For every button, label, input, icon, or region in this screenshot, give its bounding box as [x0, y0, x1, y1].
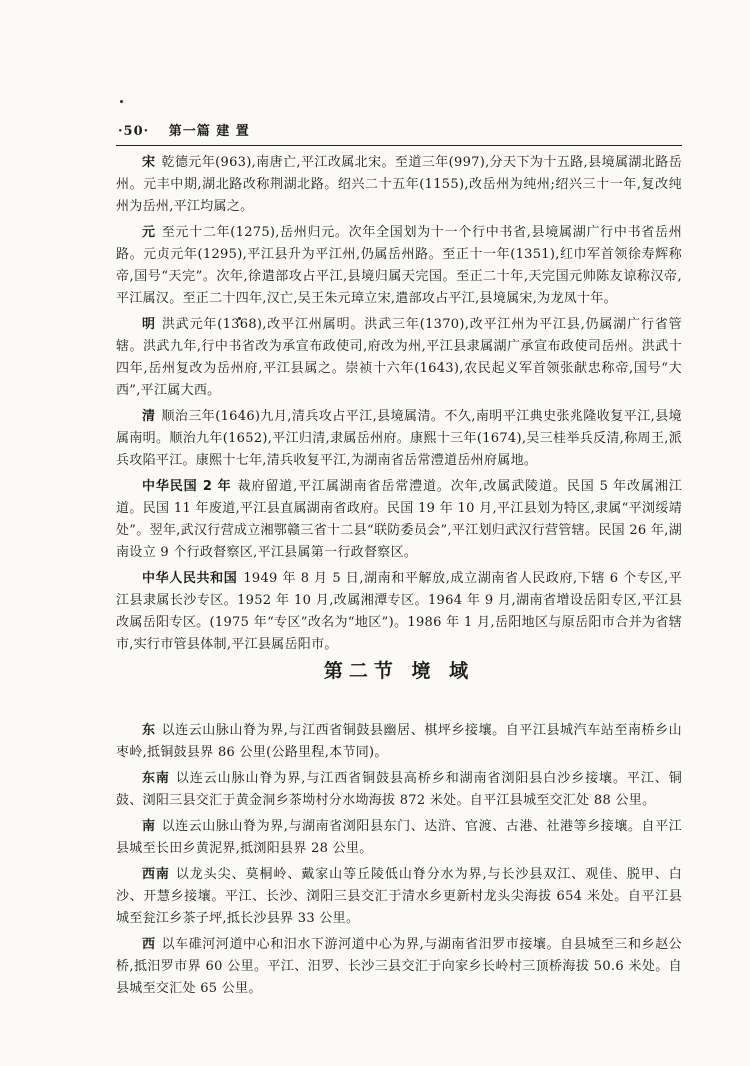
header-rule: [116, 145, 682, 146]
paragraph-text: 至元十二年(1275),岳州归元。次年全国划为十一个行中书省,县境属湖广行中书省岳州路。元贞元年(1295),平江县升为平江州,仍属岳州路。至正十一年(1351),红巾军首领徐寿辉称帝,国号“天完”。次年,徐遣部攻占平江,县境归属天完国。至正二十年,天完国元帅陈友谅称汉帝,平江属汉。至正二十四年,汉亡,吴王朱元璋立宋,遣部攻占平江,县境属宋,为龙凤十年。: [116, 225, 682, 306]
paragraph: [116, 222, 682, 310]
paragraph: [116, 314, 682, 402]
paragraph-text: 以连云山脉山脊为界,与江西省铜鼓县高桥乡和湖南省浏阳县白沙乡接壤。平江、铜鼓、浏阳三县交汇于黄金洞乡茶坳村分水坳海拔 872 米处。自平江县城至交汇处 88 公里。: [116, 771, 682, 808]
scan-speck: [120, 100, 123, 103]
page-header: [118, 120, 678, 139]
paragraph: [116, 568, 682, 656]
paragraph: [116, 934, 682, 1000]
paragraph-lead: 中华民国 2 年: [142, 479, 232, 494]
paragraph: [116, 476, 682, 564]
page-number: ·50·: [118, 124, 150, 139]
paragraph-text: 顺治三年(1646)九月,清兵攻占平江,县境属清。不久,南明平江典史张兆隆收复平江,县境属南明。顺治九年(1652),平江归清,隶属岳州府。康熙十三年(1674),吴三桂举兵反清,称周王,派兵攻陷平江。康熙十七年,清兵收复平江,为湖南省岳常澧道岳州府属地。: [116, 409, 682, 468]
chapter-title: 第一篇 建 置: [168, 124, 250, 139]
section-title: 第二节 境 域: [323, 660, 475, 682]
paragraph-text: 以车碓河河道中心和汨水下游河道中心为界,与湖南省汨罗市接壤。自县城至三和乡赵公桥,抵汨罗市界 60 公里。平江、汨罗、长沙三县交汇于向家乡长岭村三顶桥海拔 50.6 米处。自县城至交汇处 65 公里。: [116, 937, 682, 996]
section-jianzhi-history: [116, 152, 682, 660]
paragraph: [116, 864, 682, 930]
paragraph-lead: 元: [142, 225, 156, 240]
paragraph-lead: 西南: [142, 867, 170, 882]
paragraph: [116, 406, 682, 472]
paragraph-text: 以龙头尖、莫桐岭、戴家山等丘陵低山脊分水为界,与长沙县双江、观佳、脱甲、白沙、开慧乡接壤。平江、长沙、浏阳三县交汇于清水乡更新村龙头尖海拔 654 米处。自平江县城至瓮江乡茶子坪,抵长沙县界 33 公里。: [116, 867, 682, 926]
paragraph-text: 乾德元年(963),南唐亡,平江改属北宋。至道三年(997),分天下为十五路,县境属湖北路岳州。元丰中期,湖北路改称荆湖北路。绍兴二十五年(1155),改岳州为纯州;绍兴三十一年,复改纯州为岳州,平江均属之。: [116, 155, 682, 214]
paragraph: [116, 816, 682, 860]
paragraph: [116, 152, 682, 218]
paragraph-text: 以连云山脉山脊为界,与江西省铜鼓县幽居、棋坪乡接壤。自平江县城汽车站至南桥乡山枣岭,抵铜鼓县界 86 公里(公路里程,本节同)。: [116, 723, 682, 760]
section-jingyu-boundaries: [116, 720, 682, 1004]
paragraph-lead: 中华人民共和国: [142, 571, 238, 586]
paragraph-lead: 东: [142, 723, 156, 738]
paragraph-text: 以连云山脉山脊为界,与湖南省浏阳县东门、达浒、官渡、古港、社港等乡接壤。自平江县城至长田乡黄泥界,抵浏阳县界 28 公里。: [116, 819, 682, 856]
paragraph: [116, 768, 682, 812]
paragraph-lead: 东南: [142, 771, 170, 786]
paragraph-text: 裁府留道,平江属湖南省岳常澧道。次年,改属武陵道。民国 5 年改属湘江道。民国 11 年废道,平江县直属湖南省政府。民国 19 年 10 月,平江县划为特区,隶属“平浏绥靖处”。翌年,武汉行营成立湘鄂赣三省十二县“联防委员会”,平江划归武汉行营管辖。民国 26 年,湖南设立 9 个行政督察区,平江县属第一行政督察区。: [116, 479, 682, 560]
paragraph-lead: 明: [142, 317, 156, 332]
paragraph-lead: 清: [142, 409, 156, 424]
paragraph-text: 1949 年 8 月 5 日,湖南和平解放,成立湖南省人民政府,下辖 6 个专区,平江县隶属长沙专区。1952 年 10 月,改属湘潭专区。1964 年 9 月,湖南省增设岳阳专区,平江县改属岳阳专区。(1975 年“专区”改名为“地区”)。1986 年 1 月,岳阳地区与原岳阳市合并为省辖市,实行市管县体制,平江县属岳阳市。: [116, 571, 682, 652]
paragraph-lead: 西: [142, 937, 156, 952]
paragraph-lead: 南: [142, 819, 156, 834]
paragraph: [116, 720, 682, 764]
paragraph-lead: 宋: [142, 155, 156, 170]
paragraph-text: 洪武元年(1368),改平江州属明。洪武三年(1370),改平江州为平江县,仍属湖广行省管辖。洪武九年,行中书省改为承宣布政使司,府改为州,平江县隶属湖广承宣布政使司岳州。洪武十四年,岳州复改为岳州府,平江县属之。崇祯十六年(1643),农民起义军首领张献忠称帝,国号“大西”,平江属大西。: [116, 317, 682, 398]
